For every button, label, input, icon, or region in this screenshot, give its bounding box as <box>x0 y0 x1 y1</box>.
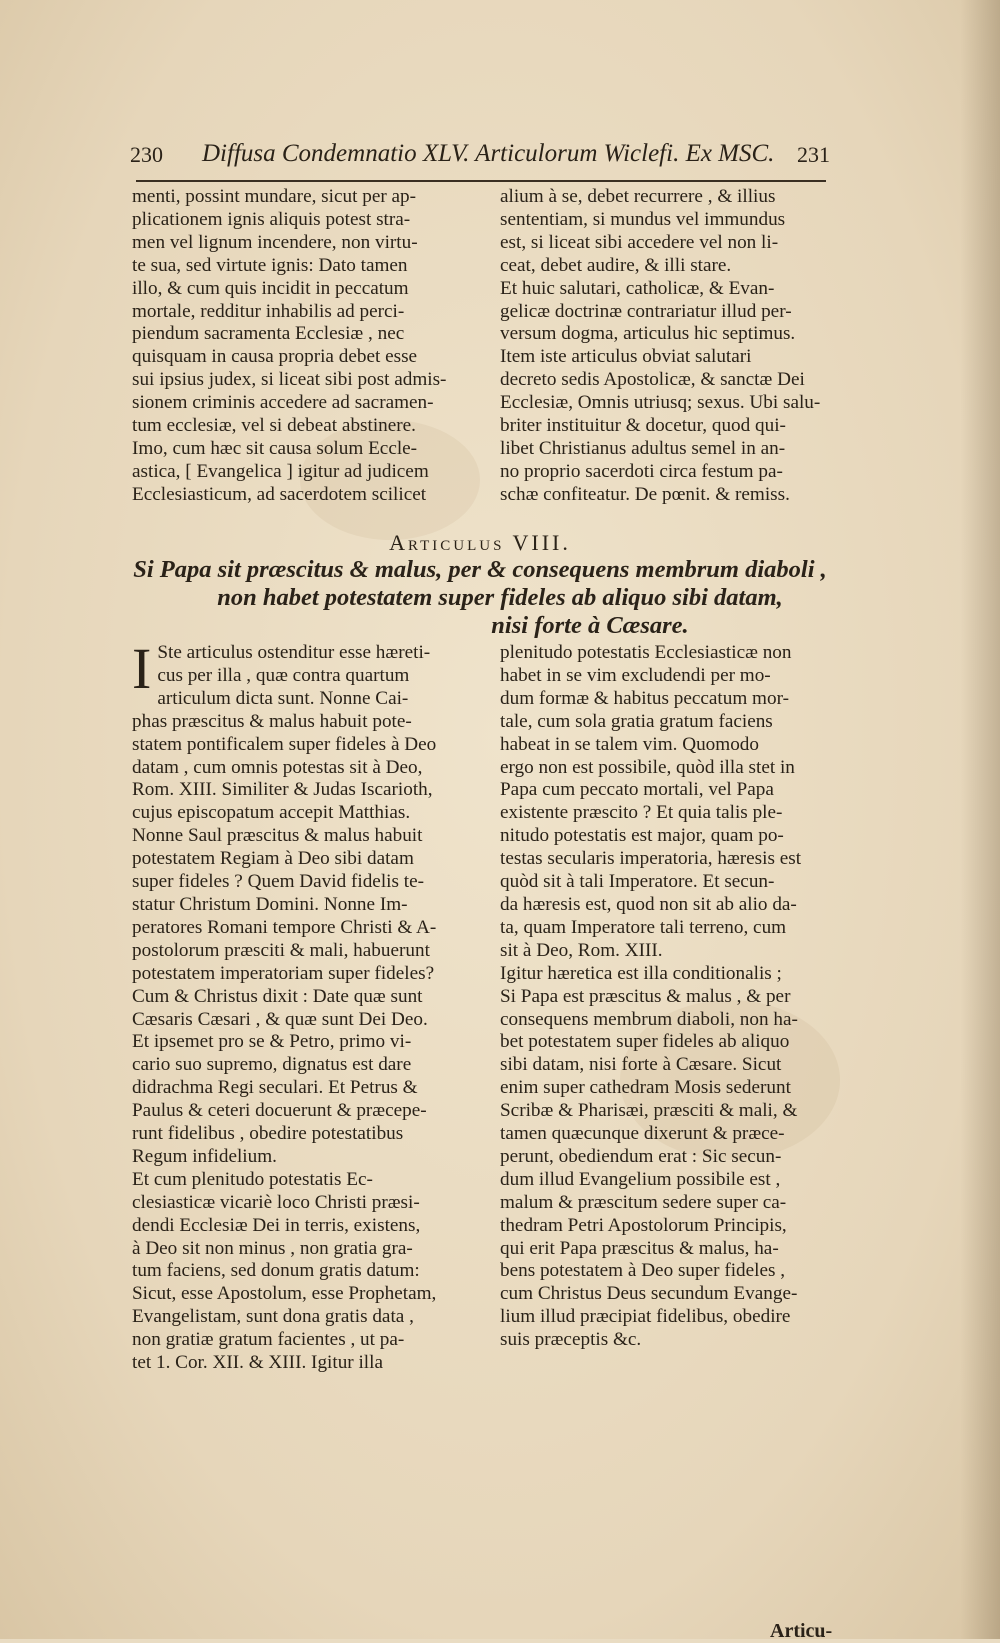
running-header <box>130 140 830 176</box>
text-line: Paulus & ceteri docuerunt & præcepe- <box>132 1100 427 1122</box>
article-title-line: nisi forte à Cæsare. <box>491 612 689 639</box>
text-line: plicationem ignis aliquis potest stra- <box>132 208 411 230</box>
text-line: Papa cum peccato mortali, vel Papa <box>500 779 774 801</box>
text-line: te sua, sed virtute ignis: Dato tamen <box>132 254 408 276</box>
text-line: suis præceptis &c. <box>500 1329 642 1351</box>
text-line: plenitudo potestatis Ecclesiasticæ non <box>500 642 792 663</box>
text-line: Regum infidelium. <box>132 1145 277 1167</box>
text-line: potestatem imperatoriam super fideles? <box>132 962 435 984</box>
text-line: bet potestatem super fideles ab aliquo <box>500 1031 790 1053</box>
text-line: enim super cathedram Mosis sederunt <box>500 1077 791 1099</box>
text-line: men vel lignum incendere, non virtu- <box>132 231 418 253</box>
text-line: sionem criminis accedere ad sacramen- <box>132 392 434 414</box>
text-line: illo, & cum quis incidit in peccatum <box>132 277 409 299</box>
text-line: alium à se, debet recurrere , & illius <box>500 186 776 207</box>
text-line: non gratiæ gratum facientes , ut pa- <box>132 1329 405 1351</box>
text-line: Nonne Saul præscitus & malus habuit <box>132 825 423 847</box>
left-column-top <box>132 186 472 507</box>
text-line: Cæsaris Cæsari , & quæ sunt Dei Deo. <box>132 1008 428 1030</box>
text-line: tum faciens, sed donum gratis datum: <box>132 1260 420 1282</box>
right-column-bottom <box>500 642 832 1352</box>
text-line: super fideles ? Quem David fidelis te- <box>132 871 424 893</box>
text-line: versum dogma, articulus hic septimus. <box>500 323 796 345</box>
text-line: nitudo potestatis est major, quam po- <box>500 825 784 847</box>
text-line: tamen quæcunque dixerunt & præce- <box>500 1123 785 1145</box>
text-line: articulum dicta sunt. Nonne Cai- <box>157 687 409 709</box>
text-line: dendi Ecclesiæ Dei in terris, existens, <box>132 1214 421 1236</box>
text-line: decreto sedis Apostolicæ, & sanctæ Dei <box>500 369 805 391</box>
text-line: Scribæ & Pharisæi, præsciti & mali, & <box>500 1100 798 1122</box>
header-rule <box>136 180 826 182</box>
text-line: malum & præscitum sedere super ca- <box>500 1191 787 1213</box>
page-number-left: 230 <box>130 142 163 167</box>
text-line: sententiam, si mundus vel immundus <box>500 208 786 230</box>
text-line: lium illud præcipiat fidelibus, obedire <box>500 1306 791 1328</box>
text-line: thedram Petri Apostolorum Principis, <box>500 1214 787 1236</box>
dropcap-lines <box>132 636 474 711</box>
text-line: statur Christum Domini. Nonne Im- <box>132 893 408 915</box>
article-title-line: non habet potestatem super fideles ab aliquo sibi datam, <box>217 584 783 611</box>
text-line: Cum & Christus dixit : Date quæ sunt <box>132 985 423 1007</box>
text-line: quòd sit à tali Imperatore. Et secun- <box>500 871 775 893</box>
text-line: libet Christianus adultus semel in an- <box>500 437 786 459</box>
text-line: postolorum præsciti & mali, habuerunt <box>132 939 430 961</box>
text-line: Sicut, esse Apostolum, esse Prophetam, <box>132 1283 437 1305</box>
text-line: Igitur hæretica est illa conditionalis ; <box>500 962 782 984</box>
text-line: da hæresis est, quod non sit ab alio da- <box>500 893 797 915</box>
text-line: ergo non est possibile, quòd illa stet in <box>500 756 795 778</box>
text-line: Evangelistam, sunt dona gratis data , <box>132 1306 414 1328</box>
text-line: tum ecclesiæ, vel si debeat abstinere. <box>132 415 416 437</box>
left-column-lines <box>132 711 474 1375</box>
text-line: tet 1. Cor. XII. & XIII. Igitur illa <box>132 1352 383 1374</box>
text-line: runt fidelibus , obedire potestatibus <box>132 1123 404 1145</box>
text-line: clesiasticæ vicariè loco Christi præsi- <box>132 1191 420 1213</box>
text-line: mortale, redditur inhabilis ad perci- <box>132 300 405 322</box>
article-heading: Articulus VIII. <box>389 530 571 555</box>
text-line: tale, cum sola gratia gratum faciens <box>500 710 773 732</box>
left-column-bottom <box>132 636 474 1375</box>
text-line: consequens membrum diaboli, non ha- <box>500 1008 798 1030</box>
drop-cap: I <box>132 636 152 701</box>
text-line: peratores Romani tempore Christi & A- <box>132 916 437 938</box>
text-line: Et huic salutari, catholicæ, & Evan- <box>500 277 775 299</box>
text-line: schæ confiteatur. De pœnit. & remiss. <box>500 483 790 505</box>
text-line: dum formæ & habitus peccatum mor- <box>500 687 789 709</box>
text-line: à Deo sit non minus , non gratia gra- <box>132 1237 413 1259</box>
page-number-right: 231 <box>797 142 830 167</box>
text-line: ta, quam Imperatore tali terreno, cum <box>500 916 787 938</box>
page-edge-shadow <box>960 0 1000 1639</box>
text-line: cujus episcopatum accepit Matthias. <box>132 802 411 824</box>
text-line: Item iste articulus obviat salutari <box>500 346 752 368</box>
right-column-top <box>500 186 830 507</box>
text-line: sibi datam, nisi forte à Cæsare. Sicut <box>500 1054 782 1076</box>
text-line: datam , cum omnis potestas sit à Deo, <box>132 756 423 778</box>
text-line: Rom. XIII. Similiter & Judas Iscarioth, <box>132 779 433 801</box>
text-line: Ste articulus ostenditur esse hæreti- <box>157 642 431 663</box>
text-line: perunt, obediendum erat : Sic secun- <box>500 1145 782 1167</box>
text-line: Et cum plenitudo potestatis Ec- <box>132 1168 373 1190</box>
text-line: phas præscitus & malus habuit pote- <box>132 710 412 732</box>
text-line: qui erit Papa præscitus & malus, ha- <box>500 1237 779 1259</box>
text-line: cum Christus Deus secundum Evange- <box>500 1283 798 1305</box>
text-line: habeat in se talem vim. Quomodo <box>500 733 759 755</box>
text-line: dum illud Evangelium possibile est , <box>500 1168 781 1190</box>
text-line: Si Papa est præscitus & malus , & per <box>500 985 791 1007</box>
text-line: Et ipsemet pro se & Petro, primo vi- <box>132 1031 412 1053</box>
running-title: Diffusa Condemnatio XLV. Articulorum Wiclefi. Ex MSC. <box>202 140 775 167</box>
text-line: menti, possint mundare, sicut per ap- <box>132 186 417 207</box>
text-line: habet in se vim excludendi per mo- <box>500 664 771 686</box>
text-line: existente præscito ? Et quia talis ple- <box>500 802 783 824</box>
text-line: briter instituitur & docetur, quod qui- <box>500 415 786 437</box>
text-line: piendum sacramenta Ecclesiæ , nec <box>132 323 405 345</box>
text-line: statem pontificalem super fideles à Deo <box>132 733 437 755</box>
text-line: bens potestatem à Deo super fideles , <box>500 1260 786 1282</box>
text-line: cus per illa , quæ contra quartum <box>157 664 410 686</box>
article-title <box>130 556 830 640</box>
text-line: ceat, debet audire, & illi stare. <box>500 254 732 276</box>
text-line: sui ipsius judex, si liceat sibi post admis- <box>132 369 447 391</box>
text-line: cario suo supremo, dignatus est dare <box>132 1054 412 1076</box>
text-line: testas secularis imperatoria, hæresis est <box>500 848 802 870</box>
text-line: Ecclesiasticum, ad sacerdotem scilicet <box>132 483 427 505</box>
text-line: no proprio sacerdoti circa festum pa- <box>500 460 783 482</box>
text-line: Ecclesiæ, Omnis utriusq; sexus. Ubi salu- <box>500 392 821 414</box>
text-line: didrachma Regi seculari. Et Petrus & <box>132 1077 418 1099</box>
text-line: sit à Deo, Rom. XIII. <box>500 939 663 961</box>
text-line: potestatem Regiam à Deo sibi datam <box>132 848 414 870</box>
text-line: gelicæ doctrinæ contrariatur illud per- <box>500 300 792 322</box>
text-line: astica, [ Evangelica ] igitur ad judicem <box>132 460 429 482</box>
text-line: quisquam in causa propria debet esse <box>132 346 418 368</box>
text-line: est, si liceat sibi accedere vel non li- <box>500 231 779 253</box>
catchword: Articu- <box>770 1620 833 1642</box>
text-line: Imo, cum hæc sit causa solum Eccle- <box>132 437 418 459</box>
article-title-line: Si Papa sit præscitus & malus, per & consequens membrum diaboli , <box>133 556 827 583</box>
